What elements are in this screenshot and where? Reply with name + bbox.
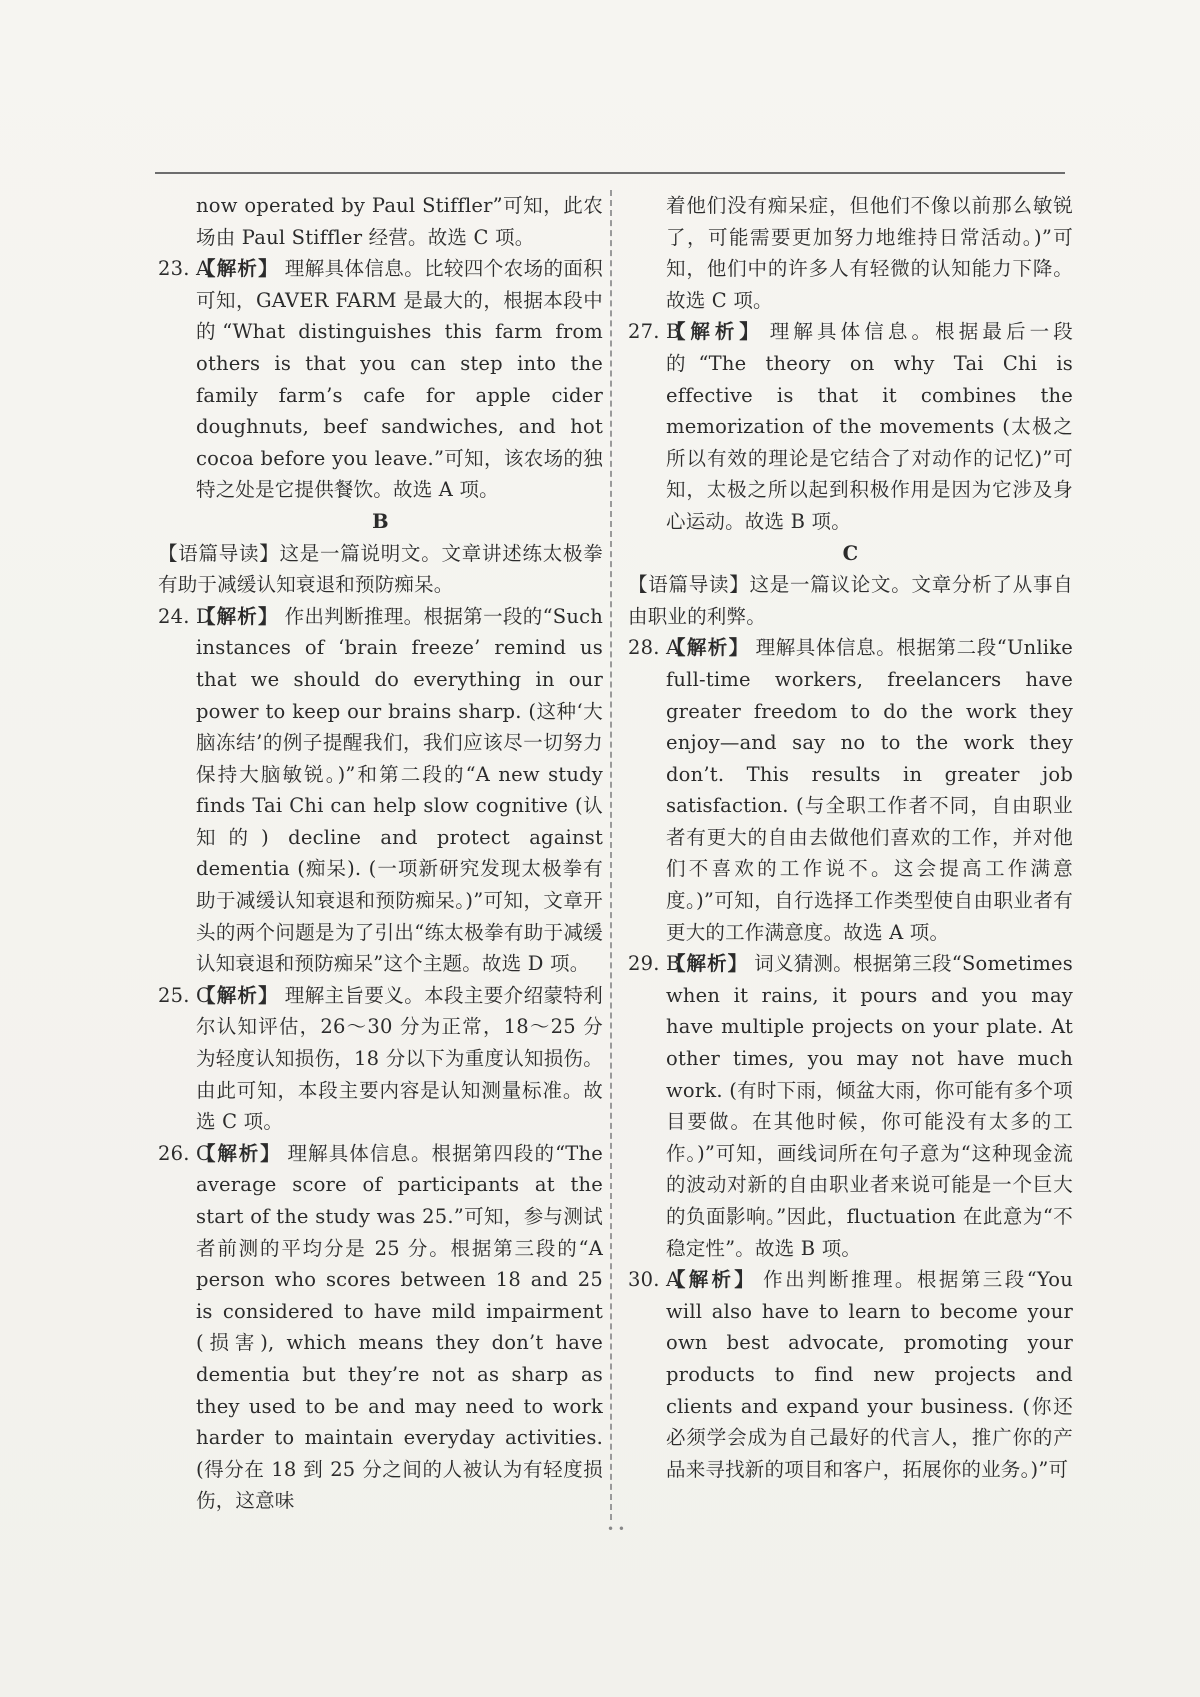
answer-text: 作出判断推理。根据第三段“You will also have to learn to become your own best advocate, promoting your products to find new projects and clients and expand your business. (你还必须学会成为自己最好的代言人，推广你的产品来寻找新的项目和客户，拓展你的业务。)”可 — [666, 1268, 1073, 1481]
answer-number: 28. A — [628, 636, 681, 660]
column-divider — [610, 190, 612, 1520]
section-heading-b: B — [372, 509, 389, 533]
analysis-tag: 【解析】 — [196, 604, 279, 628]
answer-text: 理解具体信息。根据第二段“Unlike full-time workers, freelancers have greater freedom to do the work they enjoy—and say no to the work they don’t. This results in greater job satisfaction. (与全职工作者不同，自由职业者有更大的自由去做他们喜欢的工作，并对他们不喜欢的工作说不。这会提高工作满意度。)”可知，自行选择工作类型使自由职业者有更大的工作满意度。故选 A 项。 — [666, 636, 1073, 944]
answer-number: 25. C — [158, 983, 212, 1007]
analysis-tag: 【解析】 — [666, 1268, 758, 1292]
answer-number: 30. A — [628, 1268, 681, 1292]
answer-24 — [158, 601, 603, 980]
answer-27 — [628, 316, 1073, 537]
section-heading-c: C — [842, 541, 859, 565]
answer-number: 26. C — [158, 1141, 212, 1165]
answer-22-continuation: now operated by Paul Stiffler”可知，此农场由 Paul Stiffler 经营。故选 C 项。 — [196, 194, 603, 249]
passage-guide-c: 【语篇导读】这是一篇议论文。文章分析了从事自由职业的利弊。 — [628, 573, 1073, 628]
page-footer-mark: • • — [607, 1522, 625, 1536]
answer-text: 理解具体信息。根据第四段的“The average score of participants at the start of the study was 25.”可知，参与测试者前测的平均分是 25 分。根据第三段的“A person who scores between 18 and 25 is considered to have mild impairment (损害), which means they don’t have dementia but they’re not as sharp as they used to be and may need to work harder to maintain everyday activities. (得分在 18 到 25 分之间的人被认为有轻度损伤，这意味 — [196, 1141, 603, 1513]
answer-number: 29. B — [628, 952, 681, 976]
analysis-tag: 【解析】 — [196, 1141, 282, 1165]
answer-26 — [158, 1138, 603, 1517]
analysis-tag: 【解析】 — [666, 952, 749, 976]
header-rule — [155, 172, 1065, 174]
analysis-tag: 【解析】 — [666, 636, 750, 660]
answer-text: 作出判断推理。根据第一段的“Such instances of ‘brain freeze’ remind us that we should do everything in our power to keep our brains sharp. (这种‘大脑冻结’的例子提醒我们，我们应该尽一切努力保持大脑敏锐。)”和第二段的“A new study finds Tai Chi can help slow cognitive (认知的) decline and protect against dementia (痴呆). (一项新研究发现太极拳有助于减缓认知衰退和预防痴呆。)”可知，文章开头的两个问题是为了引出“练太极拳有助于减缓认知衰退和预防痴呆”这个主题。故选 D 项。 — [196, 604, 603, 976]
answer-25 — [158, 980, 603, 1138]
analysis-tag: 【解析】 — [196, 983, 279, 1007]
answer-28 — [628, 632, 1073, 948]
left-column — [158, 190, 603, 1517]
answer-text: 理解主旨要义。本段主要介绍蒙特利尔认知评估，26～30 分为正常，18～25 分为轻度认知损伤，18 分以下为重度认知损伤。由此可知，本段主要内容是认知测量标准。故选 C 项。 — [196, 983, 603, 1134]
answer-number: 27. B — [628, 320, 681, 344]
answer-number: 24. D — [158, 604, 212, 628]
passage-guide-b: 【语篇导读】这是一篇说明文。文章讲述练太极拳有助于减缓认知衰退和预防痴呆。 — [158, 541, 603, 597]
answer-text: 理解具体信息。根据最后一段的“The theory on why Tai Chi is effective is that it combines the memorization of the movements (太极之所以有效的理论是它结合了对动作的记忆)”可知，太极之所以起到积极作用是因为它涉及身心运动。故选 B 项。 — [666, 320, 1073, 533]
right-column — [628, 190, 1073, 1485]
answer-26-continuation: 着他们没有痴呆症，但他们不像以前那么敏锐了，可能需要更加努力地维持日常活动。)”可知，他们中的许多人有轻微的认知能力下降。故选 C 项。 — [666, 194, 1073, 312]
answer-text: 词义猜测。根据第三段“Sometimes when it rains, it pours and you may have multiple projects on your plate. At other times, you may not have much work. (有时下雨，倾盆大雨，你可能有多个项目要做。在其他时候，你可能没有太多的工作。)”可知，画线词所在句子意为“这种现金流的波动对新的自由职业者来说可能是一个巨大的负面影响。”因此，fluctuation 在此意为“不稳定性”。故选 B 项。 — [666, 952, 1073, 1260]
answer-30 — [628, 1264, 1073, 1485]
answer-number: 23. A — [158, 257, 211, 281]
analysis-tag: 【解析】 — [666, 320, 764, 344]
answer-text: 理解具体信息。比较四个农场的面积可知，GAVER FARM 是最大的，根据本段中的“What distinguishes this farm from others is that you can step into the family farm’s cafe for apple cider doughnuts, beef sandwiches, and hot cocoa before you leave.”可知，该农场的独特之处是它提供餐饮。故选 A 项。 — [196, 257, 603, 502]
answer-29 — [628, 948, 1073, 1264]
analysis-tag: 【解析】 — [196, 257, 279, 281]
answer-23 — [158, 253, 603, 506]
